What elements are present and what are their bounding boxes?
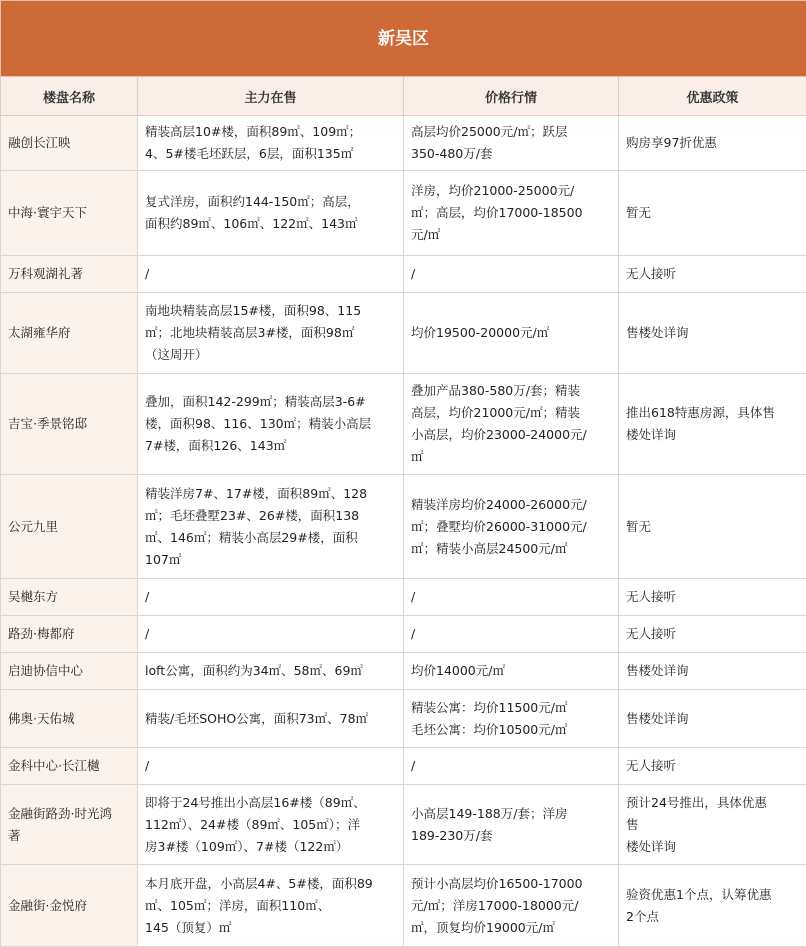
table-row — [1, 690, 806, 748]
cell-price: 叠加产品380-580万/套；精装 高层，均价21000元/㎡；精装 小高层，均价23000-24000元/ ㎡ — [404, 374, 619, 475]
cell-promo: 购房享97折优惠 — [619, 116, 806, 171]
cell-sale: 南地块精装高层15#楼，面积98、115 ㎡；北地块精装高层3#楼，面积98㎡ （这周开） — [138, 293, 404, 374]
table-row — [1, 475, 806, 579]
table-row — [1, 865, 806, 947]
table-row — [1, 616, 806, 653]
cell-name: 万科观湖礼著 — [1, 256, 138, 293]
cell-sale: / — [138, 256, 404, 293]
cell-sale: 本月底开盘，小高层4#、5#楼，面积89 ㎡、105㎡；洋房，面积110㎡、 145（顶复）㎡ — [138, 865, 404, 947]
cell-promo: 无人接听 — [619, 579, 806, 616]
cell-promo: 推出618特惠房源，具体售 楼处详询 — [619, 374, 806, 475]
cell-name: 金融街·金悦府 — [1, 865, 138, 947]
table-title: 新吴区 — [1, 1, 806, 77]
table-row — [1, 256, 806, 293]
cell-price: / — [404, 256, 619, 293]
cell-price: / — [404, 579, 619, 616]
cell-promo: 暂无 — [619, 171, 806, 256]
cell-promo: 预计24号推出，具体优惠 售 楼处详询 — [619, 785, 806, 865]
cell-promo: 无人接听 — [619, 616, 806, 653]
table-row — [1, 579, 806, 616]
cell-price: 均价19500-20000元/㎡ — [404, 293, 619, 374]
cell-sale: 精装/毛坯SOHO公寓，面积73㎡、78㎡ — [138, 690, 404, 748]
cell-promo: 无人接听 — [619, 256, 806, 293]
cell-price: 精装洋房均价24000-26000元/ ㎡；叠墅均价26000-31000元/ ㎡；精装小高层24500元/㎡ — [404, 475, 619, 579]
cell-promo: 售楼处详询 — [619, 690, 806, 748]
cell-name: 公元九里 — [1, 475, 138, 579]
cell-name: 佛奥·天佑城 — [1, 690, 138, 748]
cell-name: 太湖雍华府 — [1, 293, 138, 374]
cell-promo: 无人接听 — [619, 748, 806, 785]
header-promo: 优惠政策 — [619, 77, 806, 116]
cell-sale: 复式洋房，面积约144-150㎡；高层， 面积约89㎡、106㎡、122㎡、143㎡ — [138, 171, 404, 256]
cell-sale: 精装洋房7#、17#楼，面积89㎡、128 ㎡；毛坯叠墅23#、26#楼，面积138 ㎡、146㎡；精装小高层29#楼，面积 107㎡ — [138, 475, 404, 579]
cell-sale: loft公寓，面积约为34㎡、58㎡、69㎡ — [138, 653, 404, 690]
cell-sale: 叠加，面积142-299㎡；精装高层3-6# 楼，面积98、116、130㎡；精装小高层 7#楼，面积126、143㎡ — [138, 374, 404, 475]
cell-price: 精装公寓：均价11500元/㎡ 毛坯公寓：均价10500元/㎡ — [404, 690, 619, 748]
cell-name: 启迪协信中心 — [1, 653, 138, 690]
cell-promo: 售楼处详询 — [619, 653, 806, 690]
cell-sale: / — [138, 616, 404, 653]
cell-name: 金融街路劲·时光鸿 著 — [1, 785, 138, 865]
cell-name: 路劲·梅都府 — [1, 616, 138, 653]
cell-promo: 暂无 — [619, 475, 806, 579]
table-row — [1, 785, 806, 865]
cell-name: 吴樾东方 — [1, 579, 138, 616]
cell-price: 预计小高层均价16500-17000 元/㎡；洋房17000-18000元/ ㎡，顶复均价19000元/㎡ — [404, 865, 619, 947]
header-sale: 主力在售 — [138, 77, 404, 116]
cell-price: / — [404, 616, 619, 653]
cell-sale: 精装高层10#楼，面积89㎡、109㎡； 4、5#楼毛坯跃层，6层，面积135㎡ — [138, 116, 404, 171]
table-row — [1, 116, 806, 171]
cell-price: 均价14000元/㎡ — [404, 653, 619, 690]
cell-price: / — [404, 748, 619, 785]
table-row — [1, 171, 806, 256]
cell-promo: 售楼处详询 — [619, 293, 806, 374]
cell-name: 中海·寰宇天下 — [1, 171, 138, 256]
table-row — [1, 653, 806, 690]
table-row — [1, 748, 806, 785]
table-row — [1, 293, 806, 374]
cell-name: 融创长江映 — [1, 116, 138, 171]
cell-price: 洋房，均价21000-25000元/ ㎡；高层，均价17000-18500 元/㎡ — [404, 171, 619, 256]
cell-sale: 即将于24号推出小高层16#楼（89㎡、 112㎡）、24#楼（89㎡、105㎡）；洋 房3#楼（109㎡）、7#楼（122㎡） — [138, 785, 404, 865]
cell-price: 小高层149-188万/套；洋房 189-230万/套 — [404, 785, 619, 865]
cell-sale: / — [138, 748, 404, 785]
cell-name: 金科中心·长江樾 — [1, 748, 138, 785]
cell-sale: / — [138, 579, 404, 616]
header-price: 价格行情 — [404, 77, 619, 116]
cell-promo: 验资优惠1个点，认筹优惠 2个点 — [619, 865, 806, 947]
table-row — [1, 374, 806, 475]
header-name: 楼盘名称 — [1, 77, 138, 116]
cell-name: 吉宝·季景铭邸 — [1, 374, 138, 475]
cell-price: 高层均价25000元/㎡；跃层 350-480万/套 — [404, 116, 619, 171]
